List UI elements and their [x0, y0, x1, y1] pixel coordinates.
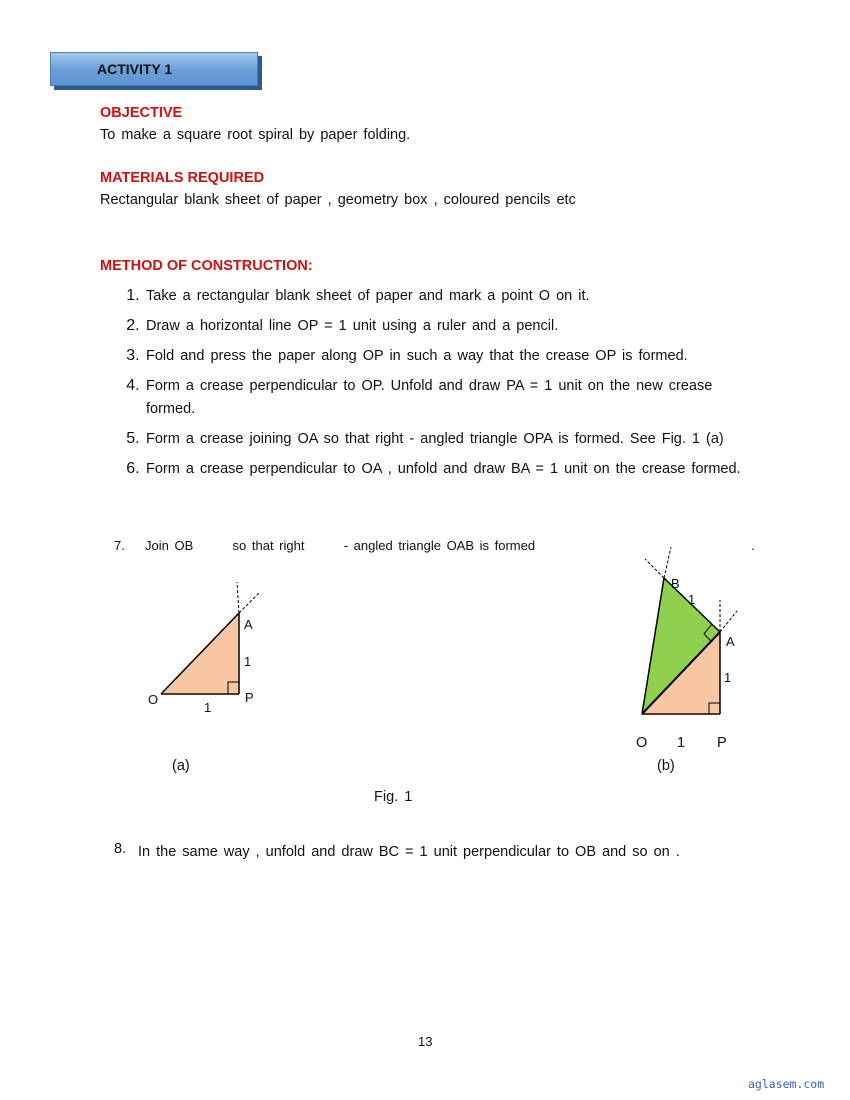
- activity-title: ACTIVITY 1: [97, 61, 173, 77]
- watermark: aglasem.com: [748, 1077, 825, 1091]
- label-op-b: 1: [677, 735, 686, 751]
- label-o: O: [148, 692, 159, 707]
- page-number: 13: [418, 1034, 433, 1049]
- objective-heading: OBJECTIVE: [100, 105, 183, 121]
- step7-text: Join OB so that right - angled triangle OAB is formed: [145, 538, 536, 553]
- objective-text: To make a square root spiral by paper folding.: [100, 127, 411, 143]
- step7-number: 7.: [114, 538, 125, 553]
- figure-caption: Fig. 1: [374, 789, 413, 805]
- caption-b: (b): [657, 758, 675, 774]
- step: 2. Draw a horizontal line OP = 1 unit using a ruler and a pencil.: [146, 314, 746, 338]
- step: 4. Form a crease perpendicular to OP. Unfold and draw PA = 1 unit on the new crease formed.: [146, 374, 746, 421]
- step: 6. Form a crease perpendicular to OA , unfold and draw BA = 1 unit on the crease formed.: [146, 457, 746, 481]
- figure-b: [642, 547, 737, 714]
- figure-a: [161, 582, 259, 694]
- label-o-b: O: [636, 735, 648, 751]
- materials-heading: MATERIALS REQUIRED: [100, 170, 265, 186]
- label-op: 1: [204, 700, 212, 715]
- label-p: P: [245, 690, 254, 705]
- caption-a: (a): [172, 758, 190, 774]
- label-a: A: [244, 617, 253, 632]
- label-ab-b: 1: [688, 592, 696, 607]
- label-pa-b: 1: [724, 670, 732, 685]
- step8-number: 8.: [114, 841, 127, 857]
- label-a-b: A: [726, 634, 735, 649]
- step: 3. Fold and press the paper along OP in such a way that the crease OP is formed.: [146, 344, 746, 368]
- step8-text: In the same way , unfold and draw BC = 1 unit perpendicular to OB and so on .: [138, 844, 680, 860]
- materials-text: Rectangular blank sheet of paper , geometry box , coloured pencils etc: [100, 192, 576, 208]
- step: 1. Take a rectangular blank sheet of paper and mark a point O on it.: [146, 284, 746, 308]
- label-b-b: B: [671, 576, 680, 591]
- step7-dot: .: [751, 538, 755, 553]
- label-p-b: P: [717, 735, 727, 751]
- step: 5. Form a crease joining OA so that right - angled triangle OPA is formed. See Fig. 1 (a): [146, 427, 746, 451]
- label-pa: 1: [244, 654, 252, 669]
- method-heading: METHOD OF CONSTRUCTION:: [100, 258, 313, 274]
